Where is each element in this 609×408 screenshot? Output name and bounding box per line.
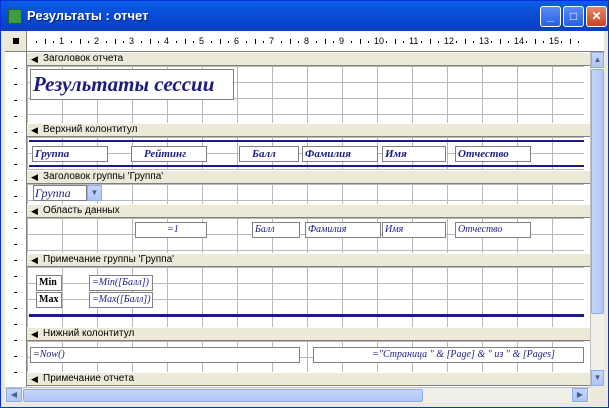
section-page-footer[interactable] <box>27 341 584 372</box>
header-top-line <box>29 140 584 142</box>
ruler-tick <box>14 260 17 261</box>
ruler-tick <box>14 132 17 133</box>
ruler-tick <box>14 308 17 309</box>
ruler-tick <box>176 41 177 43</box>
band-label: Заголовок группы 'Группа' <box>43 171 164 182</box>
vertical-scrollbar[interactable] <box>590 52 604 387</box>
band-label: Примечание отчета <box>43 373 135 384</box>
report-design-surface <box>27 52 590 387</box>
band-page-header[interactable] <box>27 123 590 137</box>
horizontal-scrollbar[interactable] <box>5 387 590 403</box>
ruler-tick <box>36 41 37 43</box>
ruler-number: 13 <box>479 36 490 46</box>
ruler-tick <box>220 39 221 44</box>
ruler-number: 6 <box>234 36 240 46</box>
ruler-number: 1 <box>59 36 65 46</box>
ruler-tick <box>421 41 422 43</box>
ruler-tick <box>141 41 142 43</box>
ruler-tick <box>351 41 352 43</box>
band-arrow-icon: ◀ <box>31 374 38 384</box>
header-label-rating[interactable]: Рейтинг <box>131 146 207 162</box>
ruler-tick <box>71 41 72 43</box>
ruler-tick <box>14 356 17 357</box>
horizontal-scroll-thumb[interactable] <box>23 389 423 402</box>
ruler-number: 7 <box>269 36 275 46</box>
ruler-tick <box>123 41 124 43</box>
ruler-tick <box>14 276 17 277</box>
header-label-group[interactable]: Группа <box>32 146 108 162</box>
header-label-surname[interactable]: Фамилия <box>302 146 378 162</box>
ruler-number: 14 <box>514 36 525 46</box>
vertical-ruler <box>5 52 27 387</box>
ruler-tick <box>14 116 17 117</box>
ruler-tick <box>333 41 334 43</box>
ruler-tick <box>14 340 17 341</box>
ruler-number: 9 <box>339 36 345 46</box>
ruler-number: 2 <box>94 36 100 46</box>
ruler-tick <box>88 41 89 43</box>
band-label: Нижний колонтитул <box>43 328 135 339</box>
ruler-tick <box>14 212 17 213</box>
band-page-footer[interactable] <box>27 327 590 341</box>
ruler-tick <box>473 41 474 43</box>
section-group-footer[interactable] <box>27 267 584 327</box>
band-arrow-icon: ◀ <box>31 54 38 64</box>
ruler-tick <box>561 41 562 43</box>
ruler-tick <box>14 100 17 101</box>
ruler-tick <box>14 148 17 149</box>
ruler-tick <box>158 41 159 43</box>
counter-field[interactable]: =1 <box>135 222 207 238</box>
max-label[interactable]: Max <box>36 292 62 308</box>
band-arrow-icon: ◀ <box>31 329 38 339</box>
ruler-tick <box>14 228 17 229</box>
band-arrow-icon: ◀ <box>31 206 38 216</box>
ruler-number: 8 <box>304 36 310 46</box>
header-bottom-line <box>29 165 584 167</box>
ruler-tick <box>255 39 256 44</box>
ruler-tick <box>403 41 404 43</box>
ruler-tick <box>456 41 457 43</box>
ruler-tick <box>14 68 17 69</box>
ruler-number: 15 <box>549 36 560 46</box>
max-expression[interactable]: =Max([Балл]) <box>89 292 153 308</box>
ruler-tick <box>14 292 17 293</box>
band-arrow-icon: ◀ <box>31 125 38 135</box>
section-report-header[interactable] <box>27 66 584 123</box>
title-bar[interactable] <box>1 1 608 31</box>
minimize-button[interactable]: _ <box>540 6 561 27</box>
field-name[interactable]: Имя <box>382 222 446 238</box>
scroll-right-icon[interactable]: ▶ <box>572 388 588 402</box>
band-arrow-icon: ◀ <box>31 172 38 182</box>
ruler-tick <box>290 39 291 44</box>
ruler-tick <box>263 41 264 43</box>
ruler-tick <box>491 41 492 43</box>
ruler-number: 5 <box>199 36 205 46</box>
ruler-tick <box>508 41 509 43</box>
ruler-tick <box>185 39 186 44</box>
report-icon <box>8 9 22 24</box>
header-label-patronymic[interactable]: Отчество <box>455 146 531 162</box>
ruler-tick <box>14 372 17 373</box>
ruler-tick <box>438 41 439 43</box>
ruler-tick <box>395 39 396 44</box>
ruler-tick <box>246 41 247 43</box>
header-label-name[interactable]: Имя <box>382 146 446 162</box>
ruler-tick <box>543 41 544 43</box>
size-grip[interactable] <box>590 387 604 403</box>
ruler-tick <box>578 41 579 43</box>
ruler-tick <box>14 196 17 197</box>
now-expression[interactable]: =Now() <box>30 347 300 363</box>
ruler-tick <box>14 164 17 165</box>
window-title: Результаты : отчет <box>27 8 149 23</box>
ruler-tick <box>106 41 107 43</box>
ruler-tick <box>14 180 17 181</box>
field-patronymic[interactable]: Отчество <box>455 222 531 238</box>
close-button[interactable]: ✕ <box>586 6 607 27</box>
report-title-label[interactable]: Результаты сессии <box>30 69 234 100</box>
band-label: Верхний колонтитул <box>43 124 138 135</box>
band-group-footer[interactable] <box>27 253 590 267</box>
ruler-tick <box>325 39 326 44</box>
band-report-header[interactable] <box>27 52 590 66</box>
band-detail[interactable] <box>27 204 590 218</box>
scroll-left-icon[interactable]: ◀ <box>6 388 22 402</box>
field-score[interactable]: Балл <box>252 222 300 238</box>
ruler-tick <box>53 41 54 43</box>
design-area <box>5 31 604 403</box>
ruler-tick <box>115 39 116 44</box>
scroll-up-icon[interactable]: ▲ <box>591 52 604 68</box>
scroll-down-icon[interactable]: ▼ <box>591 370 604 386</box>
header-label-score[interactable]: Балл <box>239 146 299 162</box>
band-label: Примечание группы 'Группа' <box>43 254 175 265</box>
min-expression[interactable]: =Min([Балл]) <box>89 275 153 291</box>
group-field-combo[interactable]: Группа <box>33 185 87 201</box>
horizontal-ruler <box>27 31 604 52</box>
ruler-number: 3 <box>129 36 135 46</box>
ruler-tick <box>360 39 361 44</box>
band-report-footer[interactable] <box>27 372 590 386</box>
ruler-number: 12 <box>444 36 455 46</box>
ruler-tick <box>430 39 431 44</box>
ruler-tick <box>316 41 317 43</box>
section-page-header[interactable] <box>27 137 584 170</box>
vertical-scroll-thumb[interactable] <box>591 69 604 314</box>
ruler-tick <box>80 39 81 44</box>
ruler-tick <box>193 41 194 43</box>
ruler-tick <box>45 39 46 44</box>
band-arrow-icon: ◀ <box>31 255 38 265</box>
ruler-tick <box>281 41 282 43</box>
ruler-tick <box>228 41 229 43</box>
select-report-button[interactable] <box>5 31 27 52</box>
maximize-button[interactable]: □ <box>563 6 584 27</box>
page-number-expression[interactable]: ="Страница " & [Page] & " из " & [Pages] <box>313 347 584 363</box>
ruler-tick <box>570 39 571 44</box>
ruler-number: 11 <box>409 36 419 46</box>
ruler-tick <box>298 41 299 43</box>
ruler-tick <box>368 41 369 43</box>
ruler-tick <box>150 39 151 44</box>
field-surname[interactable]: Фамилия <box>305 222 381 238</box>
ruler-tick <box>14 244 17 245</box>
ruler-tick <box>14 324 17 325</box>
min-label[interactable]: Min <box>36 275 62 291</box>
section-detail[interactable] <box>27 218 584 253</box>
ruler-tick <box>465 39 466 44</box>
band-label: Заголовок отчета <box>43 53 124 64</box>
ruler-tick <box>211 41 212 43</box>
ruler-tick <box>535 39 536 44</box>
ruler-number: 4 <box>164 36 170 46</box>
chevron-down-icon[interactable]: ▼ <box>87 185 102 201</box>
ruler-number: 10 <box>374 36 385 46</box>
ruler-tick <box>500 39 501 44</box>
select-dot-icon <box>13 38 19 44</box>
group-footer-line <box>29 314 584 317</box>
ruler-tick <box>14 84 17 85</box>
band-group-header[interactable] <box>27 170 590 184</box>
ruler-tick <box>386 41 387 43</box>
section-group-header[interactable] <box>27 184 584 204</box>
band-label: Область данных <box>43 205 120 216</box>
ruler-tick <box>526 41 527 43</box>
